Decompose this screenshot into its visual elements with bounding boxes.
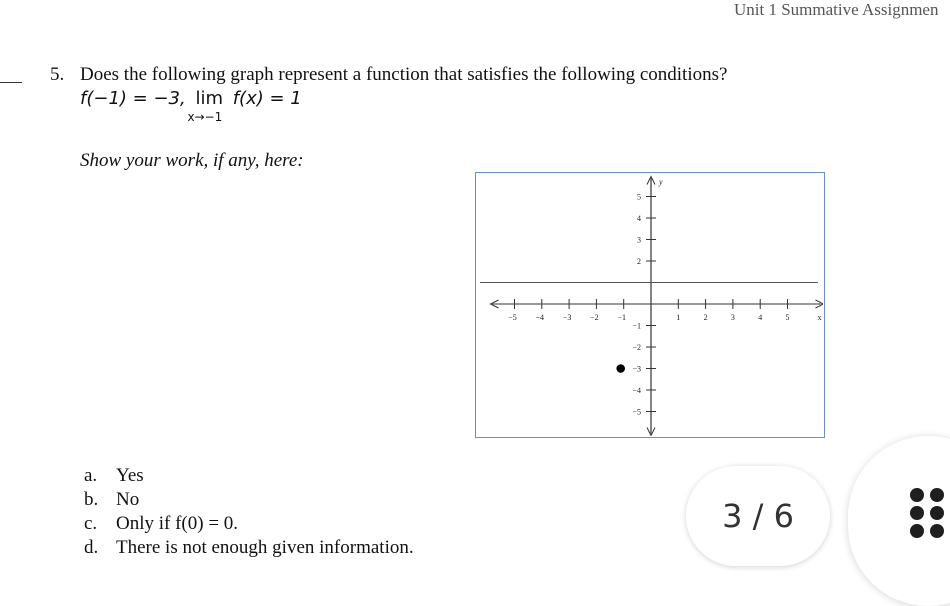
x-tick-label: −5 (508, 313, 517, 322)
menu-dot (910, 488, 924, 502)
grid-dots-icon (910, 488, 946, 538)
choice-letter: c. (84, 513, 98, 534)
choice-text: Yes (116, 465, 144, 486)
menu-dot (910, 506, 924, 520)
y-axis-label: y (659, 177, 663, 187)
condition-value: f(−1) = −3, (80, 88, 186, 109)
choice-letter: d. (84, 537, 99, 558)
question-text: Does the following graph represent a function that satisfies the following conditions? (80, 64, 728, 85)
question-number: 5. (50, 64, 65, 85)
x-tick-label: −2 (590, 313, 599, 322)
document-title: Unit 1 Summative Assignmen (734, 0, 939, 19)
x-tick-label: 3 (730, 313, 735, 322)
x-tick-label: −4 (535, 313, 545, 322)
graph-figure (475, 172, 825, 438)
choice-c[interactable] (84, 512, 414, 536)
x-tick-label: 1 (676, 313, 681, 322)
y-tick-label: 4 (637, 214, 641, 223)
y-tick-label: −1 (632, 321, 641, 331)
menu-dot (930, 488, 944, 502)
x-tick-label: 5 (785, 313, 790, 322)
choice-letter: b. (84, 489, 99, 510)
menu-dot (910, 524, 924, 538)
choice-a[interactable] (84, 464, 414, 488)
y-tick-label: −3 (632, 364, 641, 374)
y-tick-label: −4 (632, 386, 641, 395)
x-tick-label: −3 (562, 313, 572, 322)
y-tick-label: 3 (637, 235, 641, 245)
y-tick-label: 5 (637, 192, 641, 202)
limit-word: lim (195, 88, 223, 109)
x-tick-label: 4 (758, 313, 763, 322)
y-tick-label: 2 (637, 257, 641, 266)
limit-notation (187, 88, 223, 124)
choice-text: Only if f(0) = 0. (116, 513, 239, 534)
choice-letter: a. (84, 465, 98, 486)
question-conditions (80, 88, 302, 124)
choice-text: No (116, 489, 140, 510)
page-indicator[interactable]: 3 / 6 (686, 466, 830, 566)
x-tick-label: −1 (617, 313, 626, 322)
menu-dot (930, 506, 944, 520)
graph-point (617, 365, 625, 373)
graph-svg (476, 173, 823, 436)
choice-b[interactable] (84, 488, 414, 512)
work-prompt: Show your work, if any, here: (80, 150, 304, 171)
y-tick-label: −5 (632, 407, 641, 417)
answer-blank-line (0, 82, 22, 83)
limit-subscript: x→−1 (187, 110, 223, 124)
choice-text: There is not enough given information. (116, 537, 414, 558)
grid-menu-button[interactable] (848, 436, 950, 606)
menu-dot (930, 524, 944, 538)
x-axis-label: x (817, 313, 822, 322)
limit-expression: f(x) = 1 (232, 88, 302, 109)
choice-d[interactable] (84, 536, 414, 560)
x-tick-label: 2 (703, 313, 708, 322)
y-tick-label: −2 (632, 343, 641, 352)
answer-choices (84, 464, 414, 560)
